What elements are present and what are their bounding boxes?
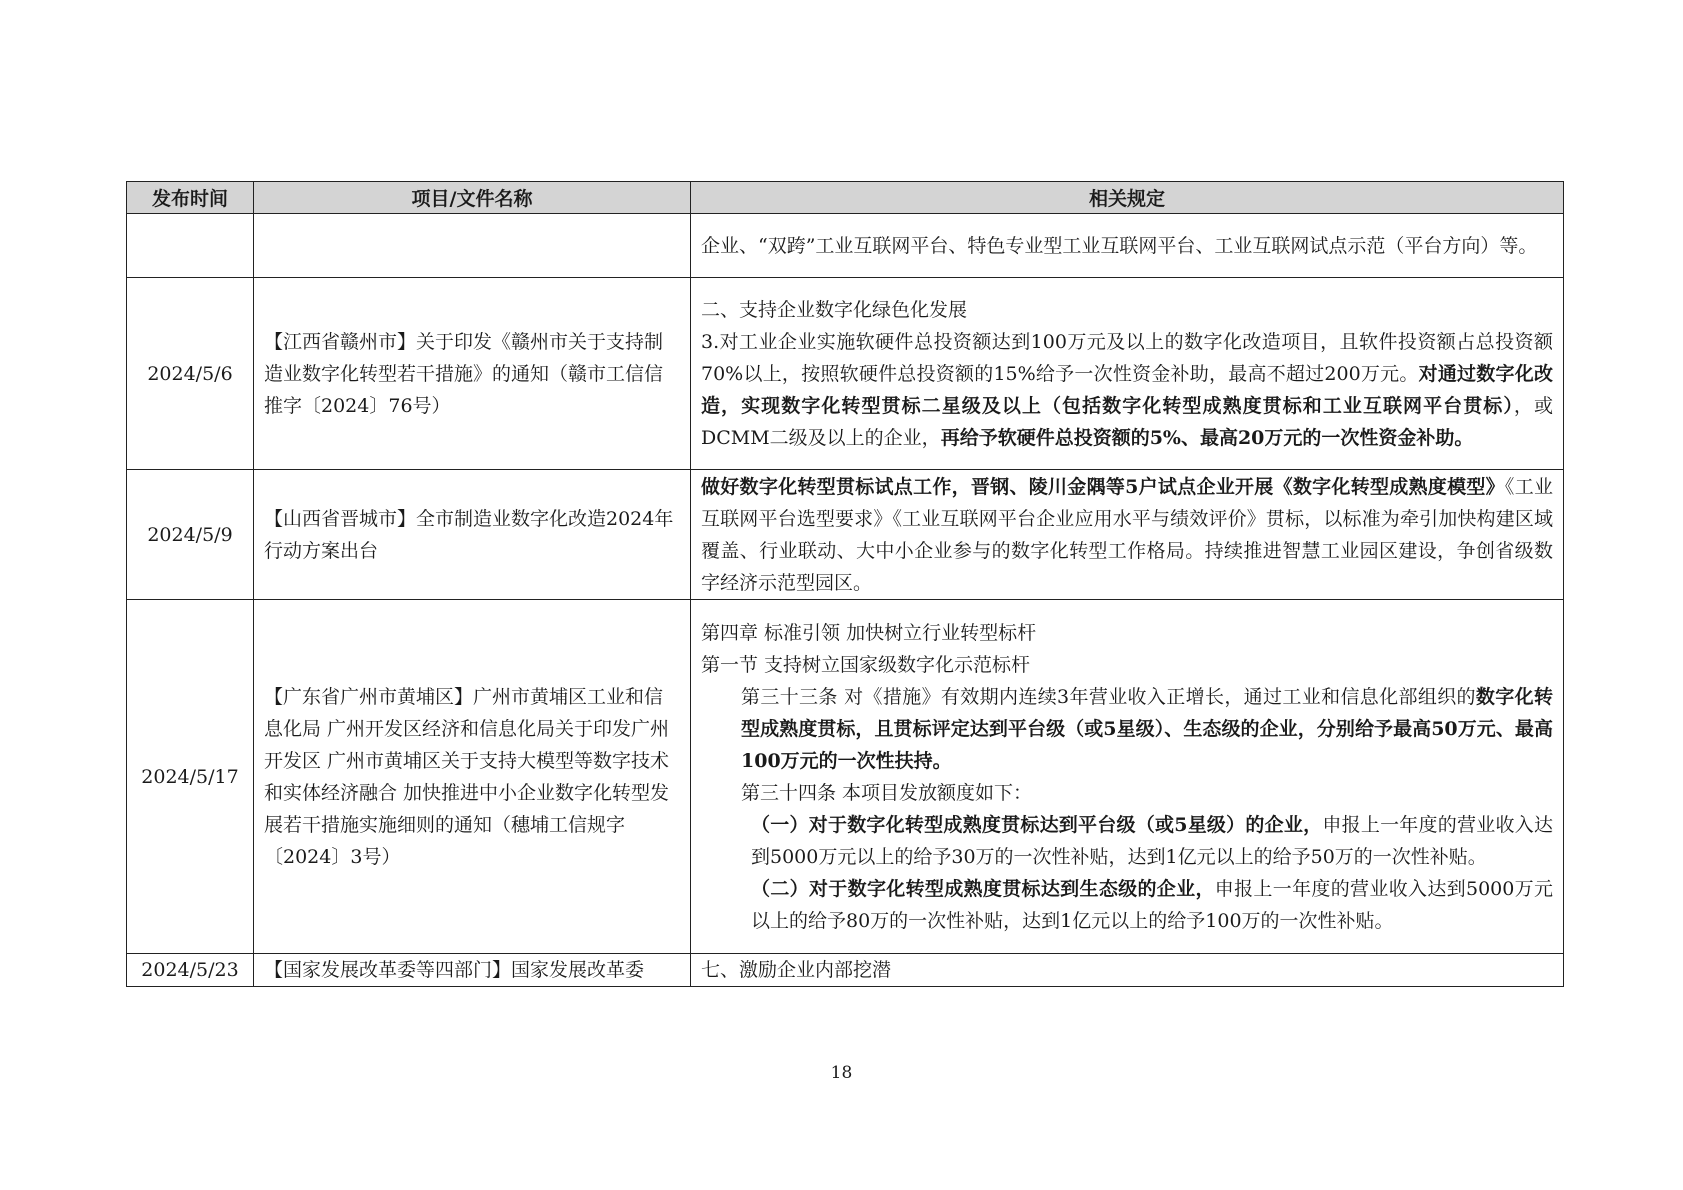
regulation-paragraph [701, 873, 1553, 937]
regulation-text: 3.对工业企业实施软硬件总投资额达到100万元及以上的数字化改造项目，且软件投资额占总投资额70%以上，按照软硬件总投资额的15%给予一次性资金补助，最高不超过200万元。 [701, 330, 1553, 385]
regulation-text: 申报上一年度的营业收入达到5000万元以上的给予30万的一次性补贴，达到1亿元以上的给予50万的一次性补贴。 [751, 813, 1553, 868]
regulation-paragraph [701, 471, 1553, 599]
regulation-text-bold: 对通过数字化改造，实现数字化转型贯标二星级及以上（包括数字化转型成熟度贯标和工业互联网平台贯标） [701, 362, 1553, 417]
regulation-text-bold: 再给予软硬件总投资额的5%、最高20万元的一次性资金补助。 [940, 426, 1474, 449]
regulation-paragraph [701, 649, 1553, 681]
regulation-text: 第一节 支持树立国家级数字化示范标杆 [701, 653, 1031, 676]
regulation-text: 《工业互联网平台选型要求》《工业互联网平台企业应用水平与绩效评价》贯标，以标准为牵引加快构建区域覆盖、行业联动、大中小企业参与的数字化转型工作格局。持续推进智慧工业园区建设，争创省级数字经济示范型园区。 [701, 475, 1553, 594]
regulation-text: 第三十三条 对《措施》有效期内连续3年营业收入正增长，通过工业和信息化部组织的 [741, 685, 1476, 708]
cell-document-name: 【江西省赣州市】关于印发《赣州市关于支持制造业数字化转型若干措施》的通知（赣市工信信推字〔2024〕76号） [254, 278, 691, 470]
regulation-paragraph [701, 809, 1553, 873]
regulation-paragraph [701, 617, 1553, 649]
regulation-text: 第三十四条 本项目发放额度如下： [741, 781, 1033, 804]
cell-document-name: 【国家发展改革委等四部门】国家发展改革委 [254, 954, 691, 987]
policy-table [126, 181, 1564, 987]
column-header-date: 发布时间 [127, 182, 254, 214]
regulation-paragraph [701, 777, 1553, 809]
regulation-text: 申报上一年度的营业收入达到5000万元以上的给予80万的一次性补贴，达到1亿元以上的给予100万的一次性补贴。 [751, 877, 1553, 932]
table-row [127, 278, 1564, 470]
regulation-paragraph [701, 954, 1553, 986]
cell-document-name: 【山西省晋城市】全市制造业数字化改造2024年行动方案出台 [254, 470, 691, 600]
regulation-text: 第四章 标准引领 加快树立行业转型标杆 [701, 621, 1037, 644]
cell-regulation [691, 470, 1564, 600]
cell-document-name [254, 214, 691, 278]
regulation-text: 七、激励企业内部挖潜 [701, 959, 892, 981]
cell-regulation [691, 954, 1564, 987]
cell-date [127, 214, 254, 278]
cell-date: 2024/5/6 [127, 278, 254, 470]
page-number: 18 [830, 1063, 853, 1083]
regulation-paragraph [701, 294, 1553, 326]
regulation-text-bold: 做好数字化转型贯标试点工作，晋钢、陵川金隅等5户试点企业开展《数字化转型成熟度模型》 [701, 475, 1505, 498]
table-row [127, 954, 1564, 987]
cell-date: 2024/5/23 [127, 954, 254, 987]
table-row [127, 214, 1564, 278]
regulation-text: ，或DCMM二级及以上的企业， [701, 394, 1553, 449]
column-header-name: 项目/文件名称 [254, 182, 691, 214]
cell-regulation [691, 278, 1564, 470]
cell-date: 2024/5/17 [127, 600, 254, 954]
cell-document-name: 【广东省广州市黄埔区】广州市黄埔区工业和信息化局 广州开发区经济和信息化局关于印发广州开发区 广州市黄埔区关于支持大模型等数字技术和实体经济融合 加快推进中小企业数字化转型发展若干措施实施细则的通知（穗埔工信规字〔2024〕3号） [254, 600, 691, 954]
cell-date: 2024/5/9 [127, 470, 254, 600]
regulation-paragraph [701, 230, 1553, 262]
regulation-text: 二、支持企业数字化绿色化发展 [701, 298, 968, 321]
regulation-text: 企业、“双跨”工业互联网平台、特色专业型工业互联网平台、工业互联网试点示范（平台方向）等。 [701, 234, 1538, 257]
regulation-text-bold: 数字化转型成熟度贯标，且贯标评定达到平台级（或5星级）、生态级的企业，分别给予最高50万元、最高100万元的一次性扶持。 [741, 685, 1553, 772]
regulation-text-bold: （二）对于数字化转型成熟度贯标达到生态级的企业， [751, 877, 1215, 900]
table-row [127, 600, 1564, 954]
table-body [127, 214, 1564, 987]
cell-regulation [691, 600, 1564, 954]
regulation-paragraph [701, 326, 1553, 454]
cell-regulation [691, 214, 1564, 278]
regulation-text-bold: （一）对于数字化转型成熟度贯标达到平台级（或5星级）的企业， [751, 813, 1323, 836]
table-row [127, 470, 1564, 600]
table-header-row [127, 182, 1564, 214]
regulation-paragraph [701, 681, 1553, 777]
column-header-regulation: 相关规定 [691, 182, 1564, 214]
